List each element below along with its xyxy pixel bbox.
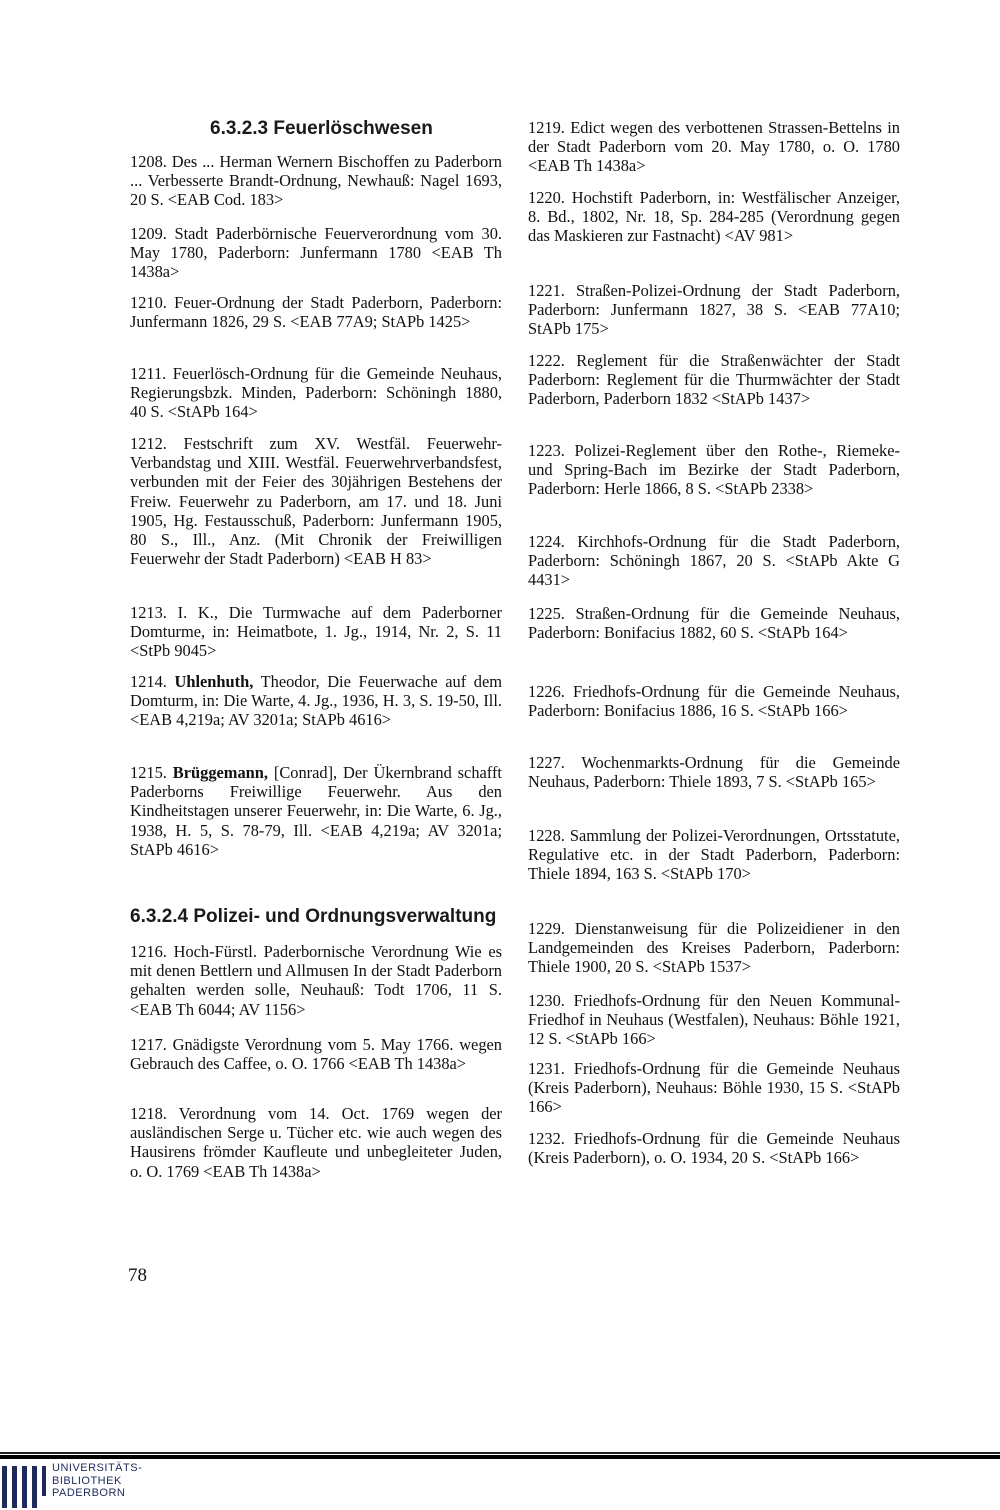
entry-1223: 1223. Polizei-Reglement über den Rothe-, Riemeke- und Spring-Bach im Bezirke der Stadt Paderborn, Paderborn: Herle 1866, 8 S. <StAPb 2338> [528, 441, 900, 499]
page-number: 78 [128, 1265, 147, 1286]
library-name [52, 1462, 142, 1500]
entry-author: Brüggemann, [172, 763, 268, 782]
entry-text: [Conrad], Der Ükernbrand schafft Paderborns Freiwillige Feuerwehr. Aus den Kindheitstagen unserer Feuerwehr, in: Die Warte, 6. Jg., 1938, H. 5, S. 78-79, Ill. <EAB 4,219a; AV 3201a; StAPb 4616> [130, 763, 502, 859]
entry-1216: 1216. Hoch-Fürstl. Paderbornische Verordnung Wie es mit denen Bettlern und Allmusen In der Stadt Paderborn gehalten werden solle, Neuhauß: Todt 1706, 11 S. <EAB Th 6044; AV 1156> [130, 942, 502, 1019]
entry-1217: 1217. Gnädigste Verordnung vom 5. May 1766. wegen Gebrauch des Caffee, o. O. 1766 <EAB Th 1438a> [130, 1035, 502, 1074]
entry-1209: 1209. Stadt Paderbörnische Feuerverordnung vom 30. May 1780, Paderborn: Junfermann 1780 <EAB Th 1438a> [130, 224, 502, 282]
entry-1226: 1226. Friedhofs-Ordnung für die Gemeinde Neuhaus, Paderborn: Bonifacius 1886, 16 S. <StAPb 166> [528, 682, 900, 721]
section-heading-feuerloeschwesen: 6.3.2.3 Feuerlöschwesen [210, 118, 433, 139]
entry-1211: 1211. Feuerlösch-Ordnung für die Gemeinde Neuhaus, Regierungsbzk. Minden, Paderborn: Schöningh 1880, 40 S. <StAPb 164> [130, 364, 502, 422]
entry-1219: 1219. Edict wegen des verbottenen Strassen-Bettelns in der Stadt Paderborn vom 20. May 1780, o. O. 1780 <EAB Th 1438a> [528, 118, 900, 176]
section-heading-polizei: 6.3.2.4 Polizei- und Ordnungsverwaltung [130, 906, 497, 927]
entry-1227: 1227. Wochenmarkts-Ordnung für die Gemeinde Neuhaus, Paderborn: Thiele 1893, 7 S. <StAPb 165> [528, 753, 900, 792]
entry-1212: 1212. Festschrift zum XV. Westfäl. Feuerwehr-Verbandstag und XIII. Westfäl. Feuerwehrverbandsfest, verbunden mit der Feier des 30jährigen Bestehens der Freiw. Feuerwehr zu Paderborn, am 17. und 18. Juni 1905, Hg. Festausschuß, Paderborn: Junfermann 1905, 80 S., Ill., Anz. (Mit Chronik der Freiwilligen Feuerwehr der Stadt Paderborn) <EAB H 83> [130, 434, 502, 569]
entry-1230: 1230. Friedhofs-Ordnung für den Neuen Kommunal-Friedhof in Neuhaus (Westfalen), Neuhaus: Böhle 1921, 12 S. <StAPb 166> [528, 991, 900, 1049]
library-name-line2: BIBLIOTHEK [52, 1474, 122, 1487]
entry-1210: 1210. Feuer-Ordnung der Stadt Paderborn, Paderborn: Junfermann 1826, 29 S. <EAB 77A9; StAPb 1425> [130, 293, 502, 332]
entry-1215 [130, 763, 502, 859]
entry-1229: 1229. Dienstanweisung für die Polizeidiener in den Landgemeinden des Kreises Paderborn, Paderborn: Thiele 1900, 20 S. <StAPb 1537> [528, 919, 900, 977]
library-name-line3: PADERBORN [52, 1487, 126, 1499]
entry-1208: 1208. Des ... Herman Wernern Bischoffen zu Paderborn ... Verbesserte Brandt-Ordnung, Newhauß: Nagel 1693, 20 S. <EAB Cod. 183> [130, 152, 502, 210]
entry-1220: 1220. Hochstift Paderborn, in: Westfälischer Anzeiger, 8. Bd., 1802, Nr. 18, Sp. 284-285 (Verordnung gegen das Maskieren zur Fastnacht) <AV 981> [528, 188, 900, 246]
entry-1214 [130, 672, 502, 730]
entry-text: Theodor, Die Feuerwache auf dem Domturm, in: Die Warte, 4. Jg., 1936, H. 3, S. 19-50, Ill. <EAB 4,219a; AV 3201a; StAPb 4616> [130, 672, 502, 730]
entry-1222: 1222. Reglement für die Straßenwächter der Stadt Paderborn: Reglement für die Thurmwächter der Stadt Paderborn, Paderborn 1832 <StAPb 1437> [528, 351, 900, 409]
footer-divider-thin [0, 1452, 1000, 1454]
entry-number: 1215. [130, 763, 167, 782]
entry-1228: 1228. Sammlung der Polizei-Verordnungen, Ortsstatute, Regulative etc. in der Stadt Paderborn, Paderborn: Thiele 1894, 163 S. <StAPb 170> [528, 826, 900, 884]
entry-1232: 1232. Friedhofs-Ordnung für die Gemeinde Neuhaus (Kreis Paderborn), o. O. 1934, 20 S. <StAPb 166> [528, 1129, 900, 1168]
entry-1225: 1225. Straßen-Ordnung für die Gemeinde Neuhaus, Paderborn: Bonifacius 1882, 60 S. <StAPb 164> [528, 604, 900, 643]
footer-divider-thick [0, 1455, 1000, 1459]
library-logo [0, 1460, 200, 1510]
entry-1213: 1213. I. K., Die Turmwache auf dem Paderborner Domturme, in: Heimatbote, 1. Jg., 1914, Nr. 2, S. 11 <StPb 9045> [130, 603, 502, 661]
entry-author: Uhlenhuth, [174, 672, 254, 691]
entry-1231: 1231. Friedhofs-Ordnung für die Gemeinde Neuhaus (Kreis Paderborn), Neuhaus: Böhle 1930, 15 S. <StAPb 166> [528, 1059, 900, 1117]
entry-1224: 1224. Kirchhofs-Ordnung für die Stadt Paderborn, Paderborn: Schöningh 1867, 20 S. <StAPb Akte G 4431> [528, 532, 900, 590]
entry-1218: 1218. Verordnung vom 14. Oct. 1769 wegen der ausländischen Serge u. Tücher etc. wie auch wegen des Hausirens frömder Kaufleute und unbegleiteter Juden, o. O. 1769 <EAB Th 1438a> [130, 1104, 502, 1181]
entry-1221: 1221. Straßen-Polizei-Ordnung der Stadt Paderborn, Paderborn: Junfermann 1827, 38 S. <EAB 77A10; StAPb 175> [528, 281, 900, 339]
library-name-line1: UNIVERSITÄTS- [52, 1462, 143, 1474]
entry-number: 1214. [130, 672, 167, 691]
